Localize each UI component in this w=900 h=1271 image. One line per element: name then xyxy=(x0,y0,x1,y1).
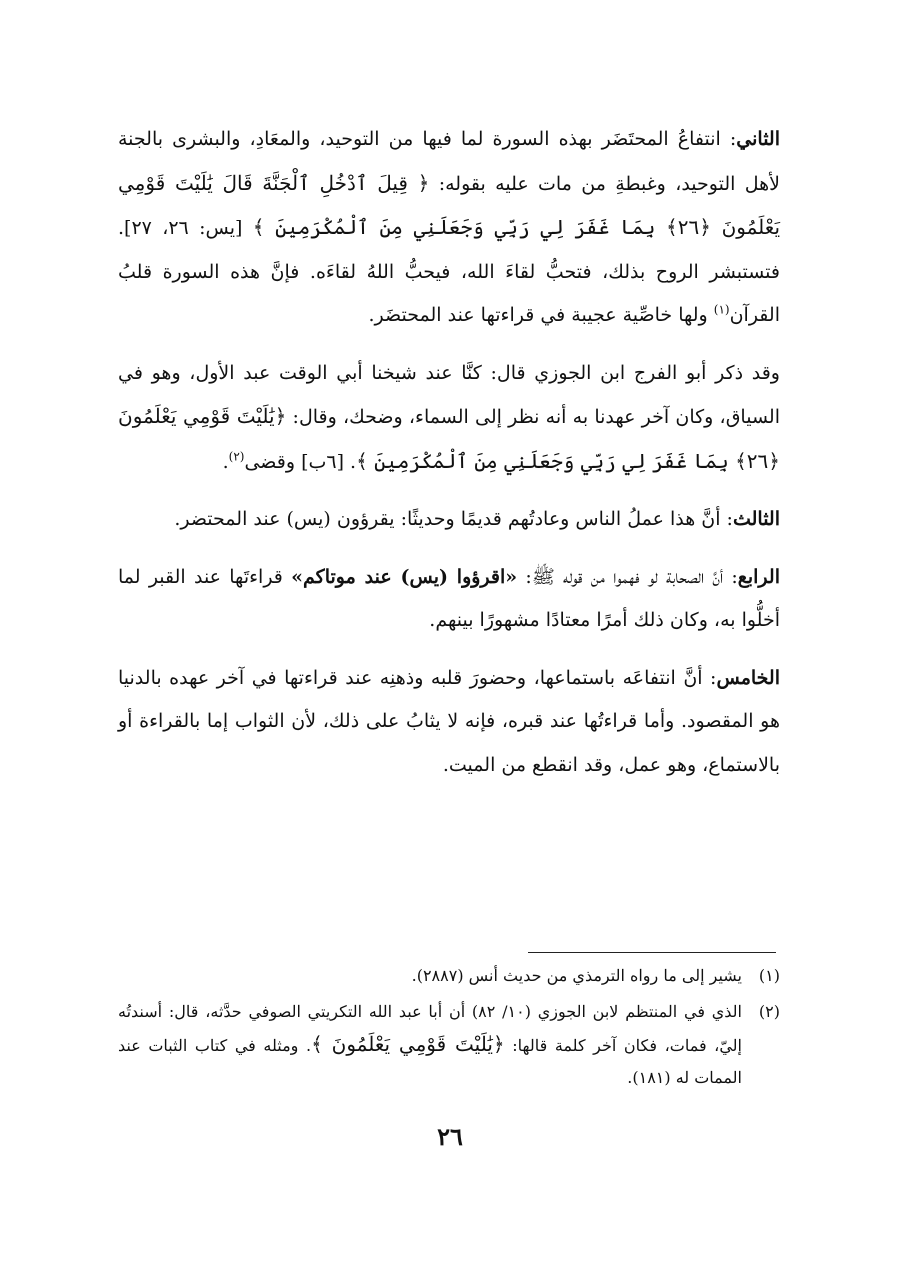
paragraph-fifth xyxy=(118,657,780,788)
paragraph-text: . [٦ب] وقضى xyxy=(244,450,357,473)
paragraph-ibn-aljawzi xyxy=(118,352,780,485)
footnote-number: (٢) xyxy=(758,1002,780,1021)
footnote-item xyxy=(118,996,780,1094)
paragraph-text: ولها خاصِّية عجيبة في قراءتها عند المحتضَر. xyxy=(368,304,714,326)
quran-verse: ﴿يَٰلَيْتَ قَوْمِي يَعْلَمُونَ ﴾ xyxy=(311,1032,505,1056)
footnote-marker[interactable]: (١) xyxy=(713,302,730,317)
main-text xyxy=(118,118,780,801)
hadith-quote: «اقرؤوا (يس) عند موتاكم» xyxy=(291,565,518,588)
quran-verse: ﴿يَٰلَيْتَ قَوْمِي يَعْلَمُونَ ﴿٢٦﴾ بِمَا غَفَرَ لِي رَبِّي وَجَعَلَنِي مِنَ ٱلْمُكْرَمِينَ ﴾ xyxy=(118,404,780,473)
paragraph-fourth xyxy=(118,556,780,643)
paragraph-text: : أنَّ هذا عملُ الناس وعادتُهم قديمًا وحديثًا: يقرؤون (يس) عند المحتضر. xyxy=(174,508,733,530)
paragraph-text: : أنَّ الصحابة لو فهموا من قوله ﷺ: xyxy=(517,565,738,588)
paragraph-text: قراءتَها عند القبر لما أخلُّوا به، وكان ذلك أمرًا معتادًا مشهورًا بينهم. xyxy=(118,565,780,631)
paragraph-label: الثالث xyxy=(732,508,780,530)
footnote-number: (١) xyxy=(758,966,780,985)
footnote-text-part: الذي في المنتظم لابن الجوزي (١٠/ ٨٢) أن أبا عبد الله التكريتي الصوفي حدَّثه، قال: أسندتُه إليّ، فمات، فكان آخر كلمة قالها: xyxy=(118,1002,742,1055)
quran-verse: ﴿ قِيلَ ٱدْخُلِ ٱلْجَنَّةَ قَالَ يَٰلَيْتَ قَوْمِي يَعْلَمُونَ ﴿٢٦﴾ بِمَا غَفَرَ لِي رَبِّي وَجَعَلَنِي مِنَ ٱلْمُكْرَمِينَ ﴾ xyxy=(118,170,781,239)
footnote-marker[interactable]: (٢) xyxy=(228,449,245,464)
paragraph-text: . xyxy=(222,450,229,473)
footnote-text: يشير إلى ما رواه الترمذي من حديث أنس (٢٨٨٧). xyxy=(411,966,742,985)
footnote-text-part: . ومثله في كتاب الثبات عند الممات له (١٨١). xyxy=(118,1036,742,1087)
paragraph-third xyxy=(118,498,780,542)
paragraph-label: الرابع xyxy=(737,565,780,588)
page-number: ٢٦ xyxy=(437,1122,463,1151)
footnote-text xyxy=(118,996,742,1094)
paragraph-text: وقد ذكر أبو الفرج ابن الجوزي قال: كنَّا عند شيخنا أبي الوقت عبد الأول، وهو في السياق، وكان آخر عهدنا به أنه نظر إلى السماء، وضحك، وقال: xyxy=(118,361,780,428)
paragraph-text: : أنَّ انتفاعَه باستماعها، وحضورَ قلبه وذهنِه عند قراءتها في آخر عهده بالدنيا هو المقصود. وأما قراءتُها عند قبره، فإنه لا يثابُ على ذلك، لأن الثواب إما بالقراءة أو بالاستماع، وهو عمل، وقد انقطع من الميت. xyxy=(118,666,780,776)
footnote-item xyxy=(118,960,780,992)
paragraph-text: [يس: ٢٦، ٢٧]. فتستبشر الروح بذلك، فتحبُّ لقاءَ الله، فيحبُّ اللهُ لقاءَه. فإنَّ هذه السورة قلبُ القرآن xyxy=(118,217,780,326)
footnote-separator xyxy=(528,952,776,953)
paragraph-label: الخامس xyxy=(716,666,780,689)
paragraph-text: : انتفاعُ المحتَضَر بهذه السورة لما فيها من التوحيد، والمعَادِ، والبشرى بالجنة لأهل التوحيد، وغبطةِ من مات عليه بقوله: xyxy=(118,128,780,195)
paragraph-second xyxy=(118,118,780,338)
footnotes xyxy=(118,960,780,1098)
paragraph-label: الثاني xyxy=(736,128,780,150)
